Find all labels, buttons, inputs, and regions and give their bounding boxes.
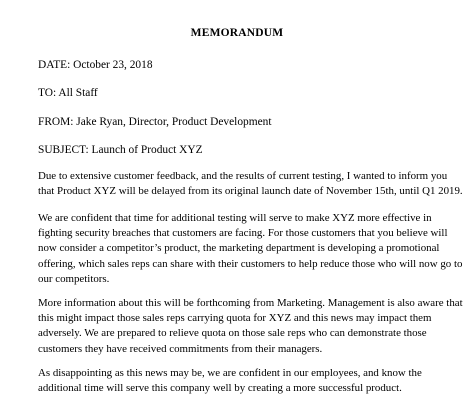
memo-paragraph-1 (38, 169, 463, 199)
paragraph-line: that Product XYZ will be delayed from its original launch date of November 15th, until Q1 2019. (38, 185, 463, 198)
paragraph-line: this might impact those sales reps carrying quota for XYZ and this news may impact them (38, 312, 432, 325)
paragraph-line: adversely. We are prepared to relieve quota on those sale reps who can demonstrate those (38, 327, 427, 340)
memo-to: TO: All Staff (38, 87, 98, 99)
paragraph-line: fighting security breaches that customers are facing. For those customers that you believe will (38, 227, 448, 240)
paragraph-line: our competitors. (38, 272, 110, 285)
memo-paragraph-4 (38, 366, 458, 396)
memo-paragraph-2 (38, 211, 463, 287)
paragraph-line: customers they have received commitments from their managers. (38, 342, 323, 355)
memo-from: FROM: Jake Ryan, Director, Product Development (38, 116, 272, 128)
paragraph-line: offering, which sales reps can share with their customers to help reduce those who will now go to (38, 257, 463, 270)
paragraph-line: More information about this will be forthcoming from Marketing. Management is also aware that (38, 297, 463, 309)
memo-paragraph-3 (38, 296, 463, 357)
paragraph-line: As disappointing as this news may be, we are confident in our employees, and know the (38, 367, 422, 379)
paragraph-line: additional time will serve this company well by creating a more successful product. (38, 382, 402, 395)
memo-subject: SUBJECT: Launch of Product XYZ (38, 144, 203, 156)
paragraph-line: Due to extensive customer feedback, and the results of current testing, I wanted to inform you (38, 170, 448, 182)
paragraph-line: We are confident that time for additional testing will serve to make XYZ more effective in (38, 212, 432, 224)
memo-date: DATE: October 23, 2018 (38, 59, 153, 71)
memo-title: MEMORANDUM (190, 27, 284, 39)
paragraph-line: now consider a competitor’s product, the marketing department is developing a promotional (38, 242, 440, 255)
